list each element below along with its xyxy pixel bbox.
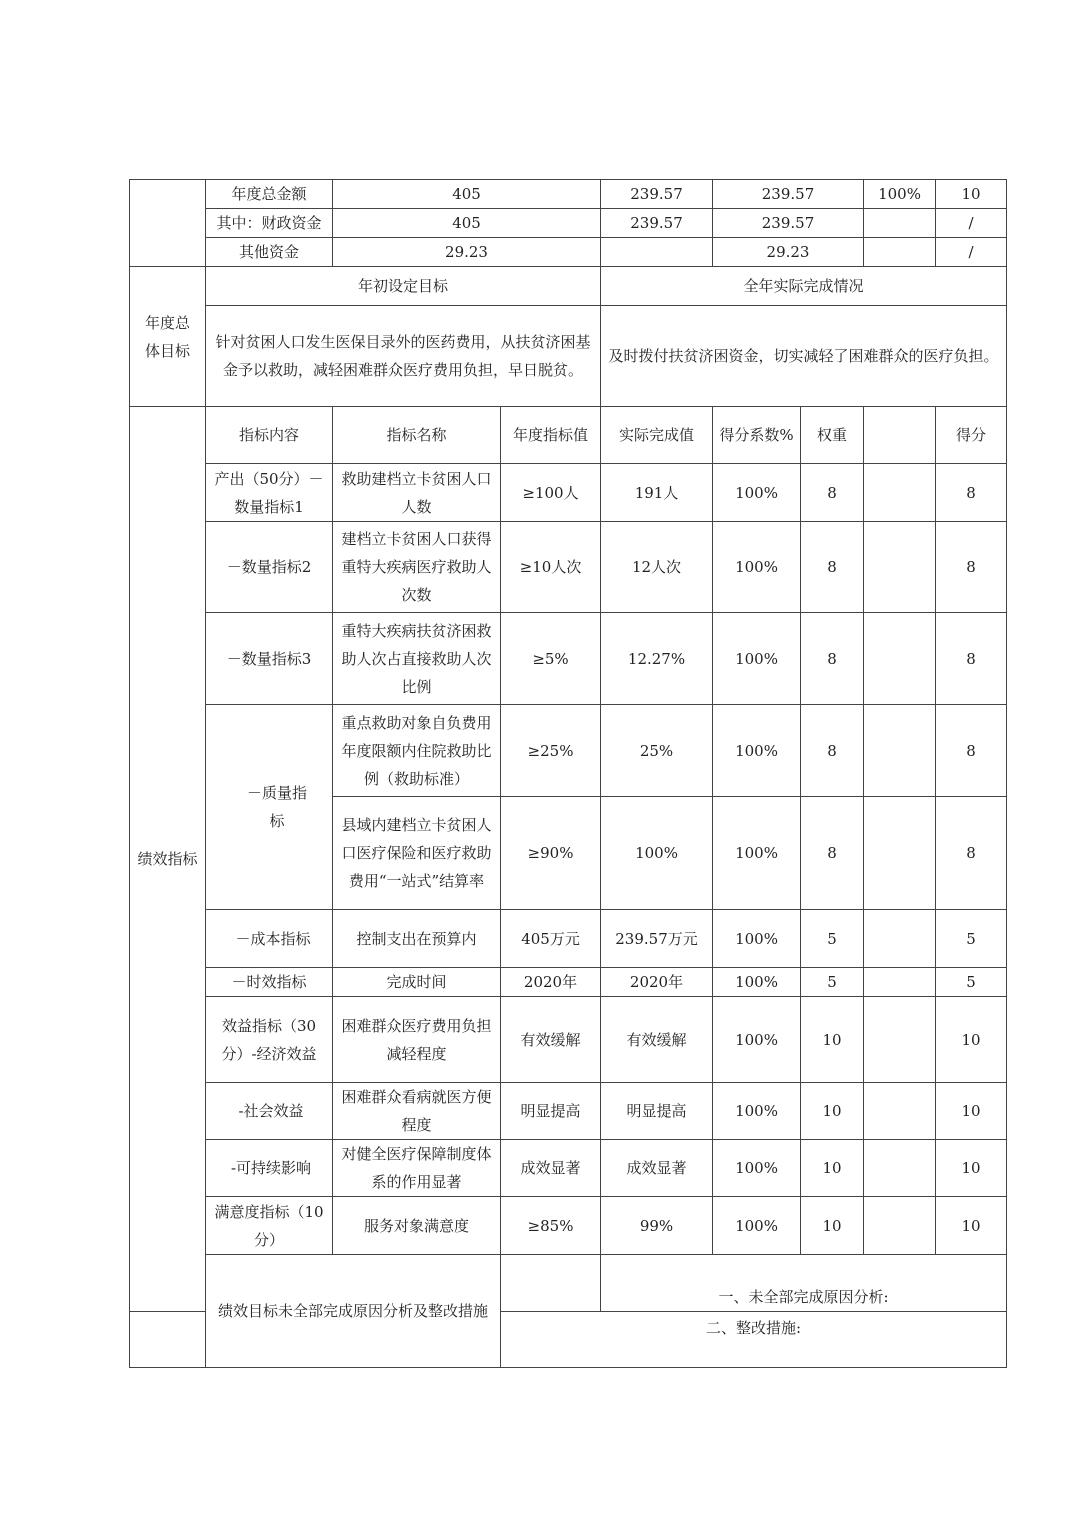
funds-row-fiscal bbox=[130, 209, 1007, 238]
kpi-name: 控制支出在预算内 bbox=[333, 910, 501, 968]
kpi-blank bbox=[864, 1140, 936, 1197]
kpi-row bbox=[130, 613, 1007, 705]
kpi-coef: 100% bbox=[713, 464, 801, 522]
kpi-target: 明显提高 bbox=[501, 1083, 601, 1140]
kpi-name: 建档立卡贫困人口获得重特大疾病医疗救助人次数 bbox=[333, 522, 501, 613]
kpi-blank bbox=[864, 464, 936, 522]
funds-plan: 29.23 bbox=[333, 238, 601, 267]
funds-executed: 239.57 bbox=[713, 209, 864, 238]
kpi-score: 8 bbox=[936, 522, 1007, 613]
kpi-actual: 有效缓解 bbox=[601, 997, 713, 1083]
goals-col-planned: 年初设定目标 bbox=[206, 267, 601, 306]
kpi-score: 5 bbox=[936, 968, 1007, 997]
kpi-weight: 5 bbox=[801, 910, 864, 968]
funds-rate bbox=[864, 209, 936, 238]
kpi-actual: 100% bbox=[601, 797, 713, 910]
funds-score: / bbox=[936, 238, 1007, 267]
kpi-target: 成效显著 bbox=[501, 1140, 601, 1197]
funds-label: 年度总金额 bbox=[206, 180, 333, 209]
kpi-row bbox=[130, 997, 1007, 1083]
funds-section-cell bbox=[130, 180, 206, 267]
kpi-name: 服务对象满意度 bbox=[333, 1197, 501, 1255]
kpi-coef: 100% bbox=[713, 1197, 801, 1255]
kpi-coef: 100% bbox=[713, 910, 801, 968]
kpi-content: 效益指标（30分）-经济效益 bbox=[206, 997, 333, 1083]
kpi-row bbox=[130, 910, 1007, 968]
funds-executed: 239.57 bbox=[713, 180, 864, 209]
analysis-row-reason bbox=[130, 1255, 1007, 1312]
kpi-content: －时效指标 bbox=[206, 968, 333, 997]
kpi-content: -社会效益 bbox=[206, 1083, 333, 1140]
kpi-name: 重特大疾病扶贫济困救助人次占直接救助人次比例 bbox=[333, 613, 501, 705]
kpi-target: ≥90% bbox=[501, 797, 601, 910]
goals-planned-text: 针对贫困人口发生医保目录外的医药费用，从扶贫济困基金予以救助，减轻困难群众医疗费用负担，早日脱贫。 bbox=[206, 306, 601, 407]
kpi-coef: 100% bbox=[713, 522, 801, 613]
kpi-target: ≥100人 bbox=[501, 464, 601, 522]
kpi-row bbox=[130, 522, 1007, 613]
kpi-header-coef: 得分系数% bbox=[713, 407, 801, 464]
goals-actual-text: 及时拨付扶贫济困资金，切实减轻了困难群众的医疗负担。 bbox=[601, 306, 1007, 407]
kpi-weight: 10 bbox=[801, 1197, 864, 1255]
kpi-weight: 8 bbox=[801, 613, 864, 705]
kpi-target: 405万元 bbox=[501, 910, 601, 968]
kpi-coef: 100% bbox=[713, 705, 801, 797]
kpi-score: 8 bbox=[936, 705, 1007, 797]
kpi-content: －质量指标 bbox=[206, 705, 333, 910]
funds-plan: 405 bbox=[333, 180, 601, 209]
analysis-blank-1 bbox=[501, 1255, 601, 1312]
kpi-content: －成本指标 bbox=[206, 910, 333, 968]
funds-plan: 405 bbox=[333, 209, 601, 238]
kpi-header-actual: 实际完成值 bbox=[601, 407, 713, 464]
funds-rate bbox=[864, 238, 936, 267]
kpi-score: 10 bbox=[936, 1083, 1007, 1140]
kpi-coef: 100% bbox=[713, 613, 801, 705]
kpi-target: 2020年 bbox=[501, 968, 601, 997]
funds-row-total bbox=[130, 180, 1007, 209]
kpi-coef: 100% bbox=[713, 1083, 801, 1140]
kpi-header-row bbox=[130, 407, 1007, 464]
kpi-row bbox=[130, 968, 1007, 997]
kpi-header-blank bbox=[864, 407, 936, 464]
goals-col-actual: 全年实际完成情况 bbox=[601, 267, 1007, 306]
kpi-content: －数量指标3 bbox=[206, 613, 333, 705]
kpi-name: 对健全医疗保障制度体系的作用显著 bbox=[333, 1140, 501, 1197]
funds-budget: 239.57 bbox=[601, 180, 713, 209]
kpi-weight: 10 bbox=[801, 997, 864, 1083]
kpi-weight: 10 bbox=[801, 1083, 864, 1140]
kpi-content: －数量指标2 bbox=[206, 522, 333, 613]
kpi-weight: 8 bbox=[801, 705, 864, 797]
kpi-name: 完成时间 bbox=[333, 968, 501, 997]
kpi-coef: 100% bbox=[713, 997, 801, 1083]
funds-rate: 100% bbox=[864, 180, 936, 209]
kpi-header-weight: 权重 bbox=[801, 407, 864, 464]
kpi-actual: 239.57万元 bbox=[601, 910, 713, 968]
kpi-actual: 191人 bbox=[601, 464, 713, 522]
funds-label: 其中：财政资金 bbox=[206, 209, 333, 238]
kpi-coef: 100% bbox=[713, 968, 801, 997]
kpi-name: 困难群众医疗费用负担减轻程度 bbox=[333, 997, 501, 1083]
kpi-blank bbox=[864, 968, 936, 997]
kpi-blank bbox=[864, 1197, 936, 1255]
kpi-score: 10 bbox=[936, 1140, 1007, 1197]
kpi-weight: 5 bbox=[801, 968, 864, 997]
funds-budget bbox=[601, 238, 713, 267]
kpi-blank bbox=[864, 997, 936, 1083]
performance-table bbox=[129, 179, 1007, 1368]
kpi-content: -可持续影响 bbox=[206, 1140, 333, 1197]
kpi-actual: 成效显著 bbox=[601, 1140, 713, 1197]
funds-row-other bbox=[130, 238, 1007, 267]
kpi-actual: 99% bbox=[601, 1197, 713, 1255]
kpi-actual: 明显提高 bbox=[601, 1083, 713, 1140]
goals-header-row bbox=[130, 267, 1007, 306]
kpi-actual: 2020年 bbox=[601, 968, 713, 997]
kpi-blank bbox=[864, 613, 936, 705]
kpi-coef: 100% bbox=[713, 1140, 801, 1197]
kpi-score: 10 bbox=[936, 997, 1007, 1083]
kpi-row bbox=[130, 1140, 1007, 1197]
analysis-reason: 一、未全部完成原因分析: bbox=[601, 1255, 1007, 1312]
analysis-label: 绩效目标未全部完成原因分析及整改措施 bbox=[206, 1255, 501, 1368]
goals-content-row bbox=[130, 306, 1007, 407]
kpi-name: 困难群众看病就医方便程度 bbox=[333, 1083, 501, 1140]
kpi-row bbox=[130, 1083, 1007, 1140]
kpi-row bbox=[130, 1197, 1007, 1255]
kpi-name: 县域内建档立卡贫困人口医疗保险和医疗救助费用“一站式”结算率 bbox=[333, 797, 501, 910]
kpi-coef: 100% bbox=[713, 797, 801, 910]
kpi-row bbox=[130, 705, 1007, 797]
analysis-blank-2 bbox=[130, 1312, 206, 1368]
kpi-name: 重点救助对象自负费用年度限额内住院救助比例（救助标准） bbox=[333, 705, 501, 797]
kpi-row bbox=[130, 464, 1007, 522]
kpi-weight: 8 bbox=[801, 522, 864, 613]
funds-score: / bbox=[936, 209, 1007, 238]
kpi-score: 5 bbox=[936, 910, 1007, 968]
kpi-score: 8 bbox=[936, 464, 1007, 522]
kpi-blank bbox=[864, 522, 936, 613]
funds-score: 10 bbox=[936, 180, 1007, 209]
kpi-header-target: 年度指标值 bbox=[501, 407, 601, 464]
funds-label: 其他资金 bbox=[206, 238, 333, 267]
kpi-header-content: 指标内容 bbox=[206, 407, 333, 464]
kpi-target: ≥5% bbox=[501, 613, 601, 705]
kpi-weight: 8 bbox=[801, 464, 864, 522]
kpi-target: ≥25% bbox=[501, 705, 601, 797]
kpi-actual: 25% bbox=[601, 705, 713, 797]
kpi-blank bbox=[864, 705, 936, 797]
kpi-section-label: 绩效指标 bbox=[130, 407, 206, 1312]
kpi-target: ≥10人次 bbox=[501, 522, 601, 613]
kpi-score: 8 bbox=[936, 613, 1007, 705]
kpi-target: 有效缓解 bbox=[501, 997, 601, 1083]
kpi-actual: 12人次 bbox=[601, 522, 713, 613]
kpi-weight: 8 bbox=[801, 797, 864, 910]
kpi-blank bbox=[864, 910, 936, 968]
kpi-header-score: 得分 bbox=[936, 407, 1007, 464]
kpi-target: ≥85% bbox=[501, 1197, 601, 1255]
kpi-header-name: 指标名称 bbox=[333, 407, 501, 464]
kpi-weight: 10 bbox=[801, 1140, 864, 1197]
kpi-blank bbox=[864, 1083, 936, 1140]
kpi-content: 满意度指标（10分） bbox=[206, 1197, 333, 1255]
kpi-score: 10 bbox=[936, 1197, 1007, 1255]
analysis-measure: 二、整改措施: bbox=[501, 1312, 1007, 1368]
kpi-blank bbox=[864, 797, 936, 910]
goals-section-label: 年度总体目标 bbox=[130, 267, 206, 407]
funds-budget: 239.57 bbox=[601, 209, 713, 238]
kpi-content: 产出（50分）－数量指标1 bbox=[206, 464, 333, 522]
kpi-score: 8 bbox=[936, 797, 1007, 910]
kpi-actual: 12.27% bbox=[601, 613, 713, 705]
kpi-name: 救助建档立卡贫困人口人数 bbox=[333, 464, 501, 522]
funds-executed: 29.23 bbox=[713, 238, 864, 267]
